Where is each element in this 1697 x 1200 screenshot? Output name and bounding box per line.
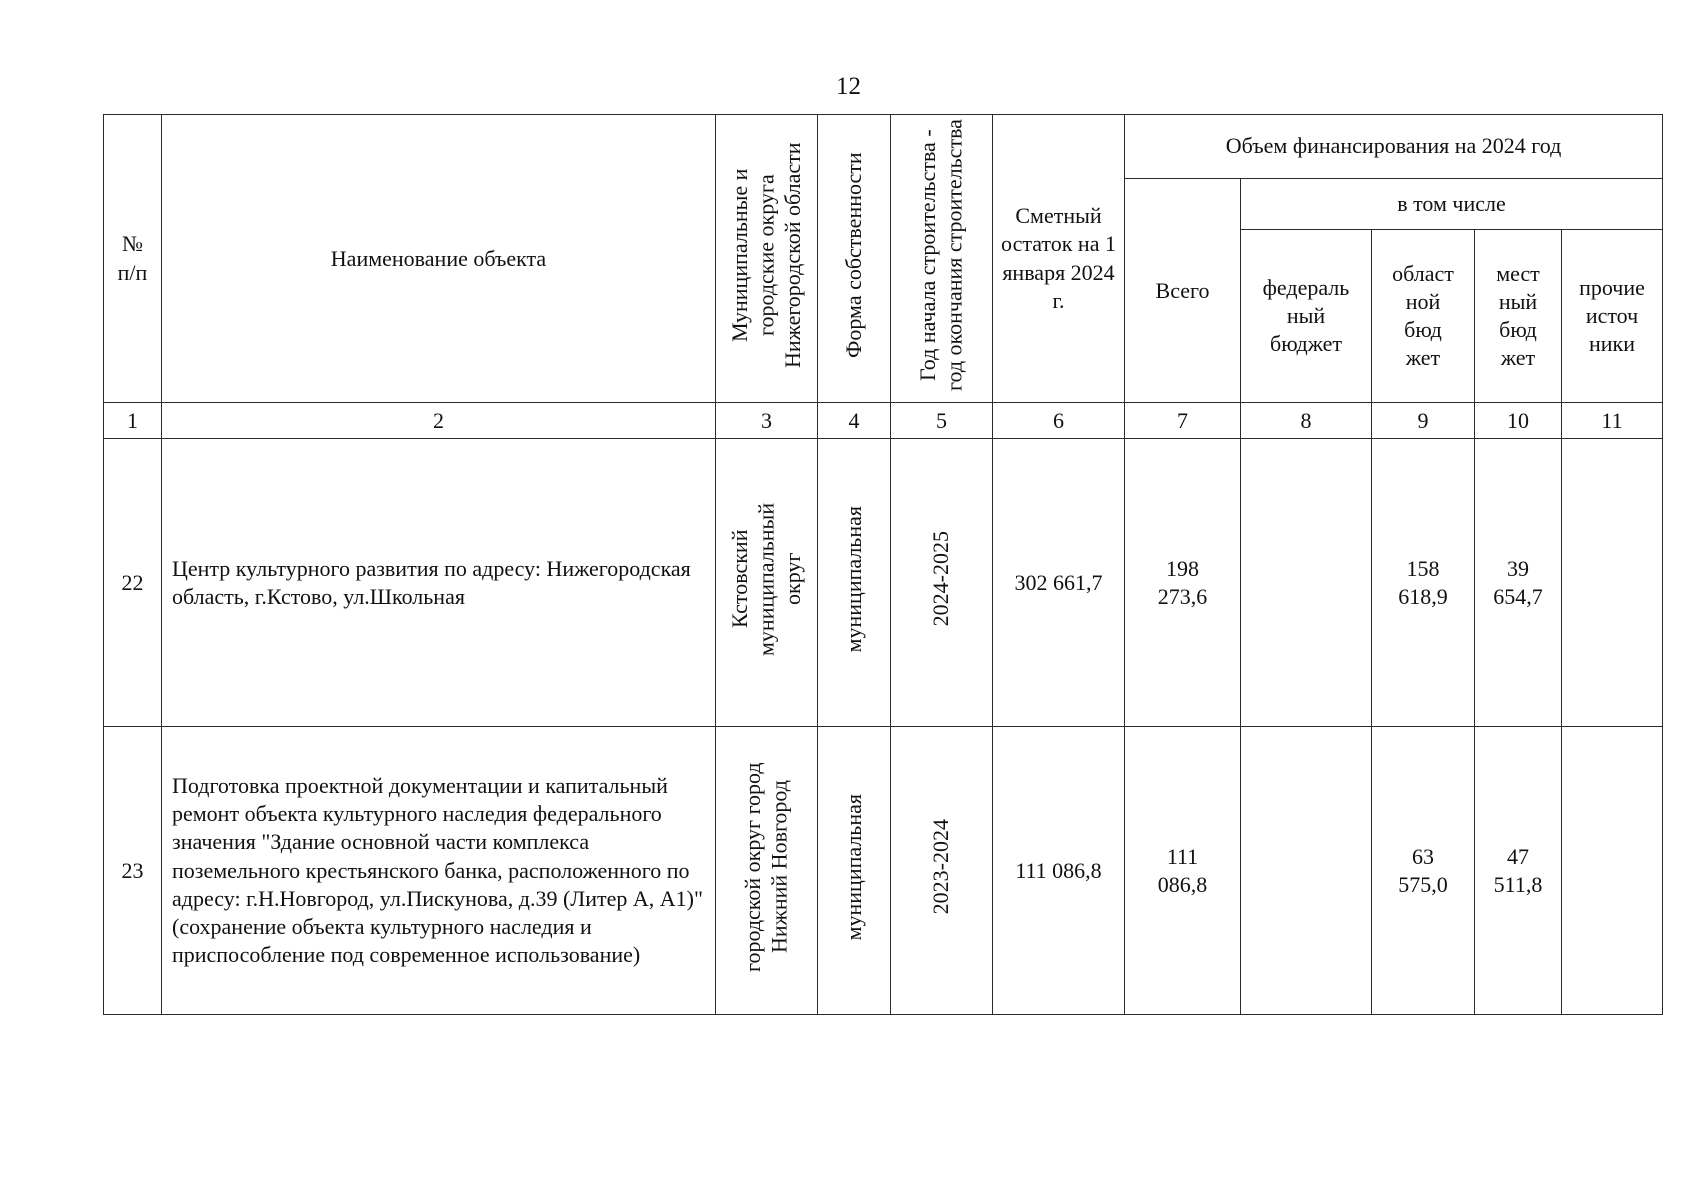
column-number: 5: [891, 403, 993, 439]
header-local: [1475, 230, 1562, 403]
row-total-text: 111 086,8: [1157, 843, 1208, 897]
header-balance-text: Сметный остаток на 1 января 2024 г.: [1001, 203, 1116, 313]
row-federal: [1241, 439, 1372, 727]
row-years-text: 2023-2024: [928, 819, 954, 915]
row-regional: [1372, 727, 1475, 1015]
header-other: [1562, 230, 1663, 403]
header-years-text: Год начала строительства - год окончания строительства: [915, 119, 967, 391]
header-federal-text: федераль ный бюджет: [1262, 274, 1350, 357]
row-local: [1475, 439, 1562, 727]
row-regional: [1372, 439, 1475, 727]
column-number: 2: [162, 403, 716, 439]
column-number: 11: [1562, 403, 1663, 439]
header-federal: [1241, 230, 1372, 403]
row-ownership: [818, 439, 891, 727]
table-row: [104, 439, 1663, 727]
page-number: 12: [836, 73, 861, 100]
column-number: 10: [1475, 403, 1562, 439]
row-local-text: 47 511,8: [1493, 843, 1543, 897]
header-balance: [993, 115, 1125, 403]
row-regional-text: 63 575,0: [1398, 843, 1448, 897]
column-number: 6: [993, 403, 1125, 439]
row-federal: [1241, 727, 1372, 1015]
column-number-row: [104, 403, 1663, 439]
header-other-text: прочие источ ники: [1579, 274, 1645, 357]
row-years: [891, 727, 993, 1015]
header-regional-text: област ной бюд жет: [1392, 260, 1454, 371]
row-municipality: [716, 727, 818, 1015]
row-other: [1562, 439, 1663, 727]
column-number: 4: [818, 403, 891, 439]
row-regional-text: 158 618,9: [1398, 555, 1448, 609]
row-total: [1125, 439, 1241, 727]
header-municipality: [716, 115, 818, 403]
row-years-text: 2024-2025: [928, 531, 954, 627]
row-municipality-text: Кстовский муниципальный округ: [726, 502, 805, 656]
header-ownership: [818, 115, 891, 403]
header-including: в том числе: [1241, 179, 1663, 230]
row-local: [1475, 727, 1562, 1015]
row-num: 22: [104, 439, 162, 727]
row-years: [891, 439, 993, 727]
row-other: [1562, 727, 1663, 1015]
table-row: [104, 727, 1663, 1015]
row-balance: 111 086,8: [993, 727, 1125, 1015]
header-name: Наименование объекта: [162, 115, 716, 403]
header-num-text: № п/п: [117, 231, 148, 285]
header-total: Всего: [1125, 179, 1241, 403]
header-years: [891, 115, 993, 403]
header-num: [104, 115, 162, 403]
header-funding: Объем финансирования на 2024 год: [1125, 115, 1663, 179]
row-ownership-text: муниципальная: [840, 505, 866, 653]
row-total-text: 198 273,6: [1157, 555, 1208, 609]
header-row-1: [104, 115, 1663, 179]
header-regional: [1372, 230, 1475, 403]
row-name: Подготовка проектной документации и капитальный ремонт объекта культурного наследия федерального значения "Здание основной части комплекса поземельного крестьянского банка, расположенного по адресу: г.Н.Новгород, ул.Пискунова, д.39 (Литер А, А1)" (сохранение объекта культурного наследия и приспособление под современное использование): [162, 727, 716, 1015]
header-ownership-text: Форма собственности: [840, 152, 866, 358]
row-balance: 302 661,7: [993, 439, 1125, 727]
row-num: 23: [104, 727, 162, 1015]
row-ownership: [818, 727, 891, 1015]
column-number: 8: [1241, 403, 1372, 439]
header-municipality-text: Муниципальные и городские округа Нижегородской области: [726, 142, 805, 368]
row-local-text: 39 654,7: [1493, 555, 1543, 609]
column-number: 3: [716, 403, 818, 439]
financing-table: [103, 114, 1663, 1015]
row-ownership-text: муниципальная: [840, 793, 866, 941]
row-municipality: [716, 439, 818, 727]
column-number: 7: [1125, 403, 1241, 439]
column-number: 1: [104, 403, 162, 439]
row-total: [1125, 727, 1241, 1015]
column-number: 9: [1372, 403, 1475, 439]
row-name: Центр культурного развития по адресу: Нижегородская область, г.Кстово, ул.Школьная: [162, 439, 716, 727]
header-local-text: мест ный бюд жет: [1496, 260, 1540, 371]
row-municipality-text: городской округ город Нижний Новгород: [740, 762, 792, 972]
